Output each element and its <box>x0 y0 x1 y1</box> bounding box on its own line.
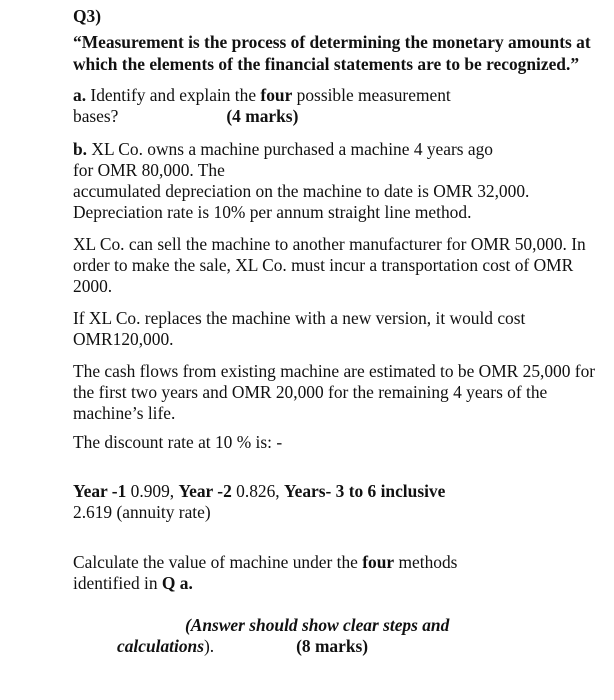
calculate-emphasis: four <box>362 552 395 572</box>
part-a-text: Identify and explain the <box>90 85 257 105</box>
question-document <box>73 6 603 657</box>
replace-paragraph: If XL Co. replaces the machine with a new version, it would cost OMR120,000. <box>73 308 526 349</box>
part-b-marks: (8 marks) <box>296 636 369 656</box>
calculate-text-line2: identified in <box>73 573 158 593</box>
calculate-emphasis-2: Q a. <box>161 573 193 593</box>
part-a-text-line2: bases? <box>73 106 119 126</box>
part-b-label: b. <box>73 139 88 159</box>
calculate-text-cont: methods <box>398 552 458 572</box>
answer-instruction-tail: ). <box>203 636 215 656</box>
part-b-line1: XL Co. owns a machine purchased a machine 4 years ago <box>91 139 494 159</box>
year1-label: Year -1 <box>73 481 127 501</box>
discount-rate-paragraph: The discount rate at 10 % is: - <box>73 432 283 452</box>
answer-instruction-text: (Answer should show clear steps and <box>185 615 450 635</box>
part-a-label: a. <box>73 85 87 105</box>
part-a <box>73 85 603 127</box>
part-b-line2: for OMR 80,000. The <box>73 160 225 180</box>
answer-instruction-line2 <box>73 636 603 657</box>
years3-6-label: Years- 3 to 6 inclusive <box>284 481 446 501</box>
discount-factors <box>73 481 603 523</box>
sell-paragraph: XL Co. can sell the machine to another manufacturer for OMR 50,000. In order to make the sale, XL Co. must incur a transportation cost of OMR 2000. <box>73 234 586 296</box>
calculate-text: Calculate the value of machine under the <box>73 552 358 572</box>
year1-value: 0.909, <box>130 481 175 501</box>
part-b-intro <box>73 139 603 223</box>
year2-value: 0.826, <box>236 481 280 501</box>
part-a-marks: (4 marks) <box>226 106 299 126</box>
question-quote: “Measurement is the process of determining the monetary amounts at which the elements of the financial statements are to be recognized.” <box>73 32 591 74</box>
question-number: Q3) <box>73 6 102 26</box>
cash-flow-paragraph: The cash flows from existing machine are estimated to be OMR 25,000 for the first two years and OMR 20,000 for the remaining 4 years of the machine’s life. <box>73 361 596 423</box>
answer-instruction-line1 <box>73 615 603 636</box>
answer-instruction-text-2: calculations <box>117 636 204 656</box>
part-a-emphasis: four <box>260 85 293 105</box>
year2-label: Year -2 <box>178 481 232 501</box>
part-a-text-cont: possible measurement <box>296 85 451 105</box>
calculate-instruction <box>73 552 603 594</box>
part-b-line3: accumulated depreciation on the machine to date is OMR 32,000. Depreciation rate is 10% per annum straight line method. <box>73 181 530 222</box>
years3-6-value: 2.619 (annuity rate) <box>73 502 211 522</box>
